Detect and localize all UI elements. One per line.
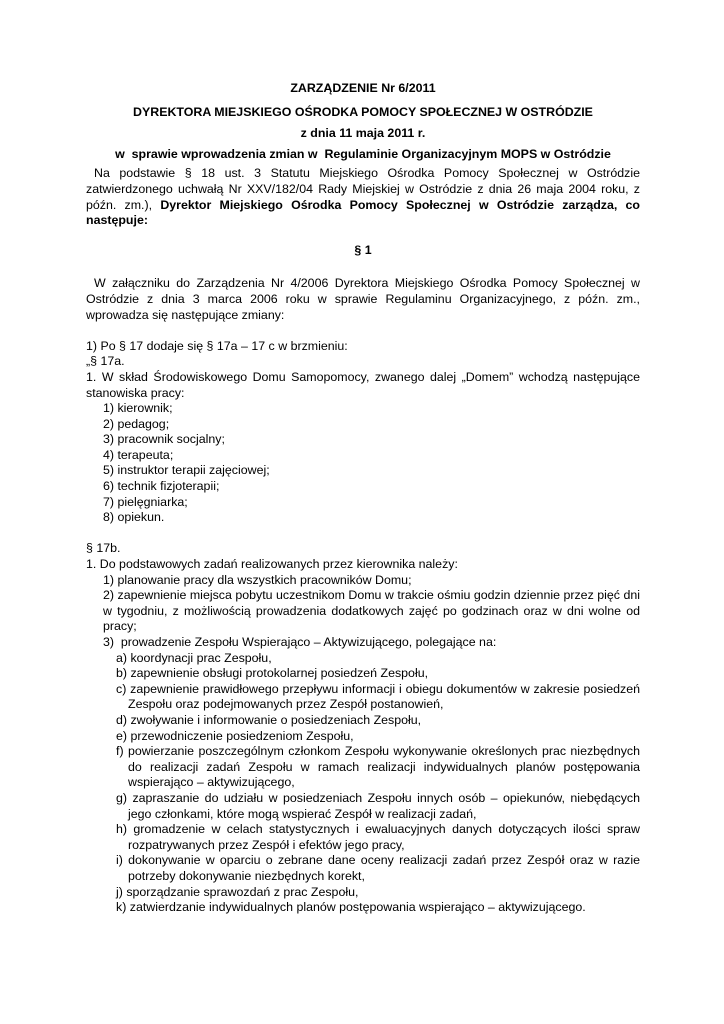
tasks-list [86,573,640,651]
list-item: 1) planowanie pracy dla wszystkich pracowników Domu; [103,572,412,587]
section-heading: § 1 [354,242,372,257]
document-issuer: DYREKTORA MIEJSKIEGO OŚRODKA POMOCY SPOŁECZNEJ W OSTRÓDZIE [133,104,593,119]
document-date: z dnia 11 maja 2011 r. [300,126,426,141]
list-item: g) zapraszanie do udziału w posiedzeniach Zespołu innych osób – opiekunów, niebędących jego członkami, które mogą wspierać Zespół w realizacji zadań, [116,790,640,821]
s17b-label: § 17b. [86,541,121,556]
list-item: 2) zapewnienie miejsca pobytu uczestnikom Domu w trakcie ośmiu godzin dziennie przez pięć dni w tygodniu, z możliwością prowadzenia dodatkowych zajęć po godzinach oraz w dni wolne od pracy; [103,588,640,634]
list-item: a) koordynacji prac Zespołu, [116,650,272,665]
preamble [86,166,640,228]
list-item: e) przewodniczenie posiedzeniom Zespołu, [116,728,354,743]
s17a-point-1: 1. W skład Środowiskowego Domu Samopomocy, zwanego dalej „Domem” wchodzą następujące stanowiska pracy: [86,369,640,400]
list-item: d) zwoływanie i informowanie o posiedzeniach Zespołu, [116,712,422,727]
list-item: 7) pielęgniarka; [103,494,188,509]
section-intro: W załączniku do Zarządzenia Nr 4/2006 Dyrektora Miejskiego Ośrodka Pomocy Społecznej w Ostródzie z dnia 3 marca 2006 roku w sprawie Regulaminu Organizacyjnego, z późn. zm., wprowadza się następujące zmiany: [86,276,640,322]
positions-list [86,401,640,526]
list-item: 1) kierownik; [103,401,173,416]
document-title: ZARZĄDZENIE Nr 6/2011 [290,81,436,95]
list-item: 8) opiekun. [103,510,165,525]
list-item: 3) pracownik socjalny; [103,432,225,447]
list-item: f) powierzanie poszczególnym członkom Zespołu wykonywanie określonych prac niezbędnych do realizacji zadań Zespołu w ramach realizacji indywidualnych planów postępowania wspierająco – aktywizującego, [116,744,640,790]
change-1-line: 1) Po § 17 dodaje się § 17a – 17 c w brzmieniu: [86,338,348,353]
list-item: b) zapewnienie obsługi protokolarnej posiedzeń Zespołu, [116,666,429,681]
s17b-point-1: 1. Do podstawowych zadań realizowanych przez kierownika należy: [86,557,458,572]
list-item: k) zatwierdzanie indywidualnych planów postępowania wspierająco – aktywizującego. [116,900,586,915]
s17a-label: „§ 17a. [86,354,125,369]
preamble-bold: Dyrektor Miejskiego Ośrodka Pomocy Społecznej w Ostródzie zarządza, co następuje: [86,197,640,228]
list-item: 5) instruktor terapii zajęciowej; [103,463,270,478]
subtasks-list [86,651,640,916]
list-item: 6) technik fizjoterapii; [103,479,220,494]
list-item: 4) terapeuta; [103,447,174,462]
list-item: 3) prowadzenie Zespołu Wspierająco – Aktywizującego, polegające na: [103,635,497,649]
list-item: h) gromadzenie w celach statystycznych i ewaluacyjnych danych dotyczących ilości spraw rozpatrywanych przez Zespół i efektów jego pracy, [116,822,640,852]
document-subject: w sprawie wprowadzenia zmian w Regulaminie Organizacyjnym MOPS w Ostródzie [115,146,611,161]
preamble-text: Na podstawie § 18 ust. 3 Statutu Miejskiego Ośrodka Pomocy Społecznej w Ostródzie zatwierdzonego uchwałą Nr XXV/182/04 Rady Miejskiej w Ostródzie z dnia 26 maja 2004 roku, z późn. zm.), [86,166,640,212]
list-item: j) sporządzanie sprawozdań z prac Zespołu, [116,884,359,899]
list-item: c) zapewnienie prawidłowego przepływu informacji i obiegu dokumentów w zakresie posiedzeń Zespołu oraz podejmowanych przez Zespół postanowień, [116,681,640,712]
document-page [86,81,640,916]
list-item: 2) pedagog; [103,416,170,431]
list-item: i) dokonywanie w oparciu o zebrane dane oceny realizacji zadań przez Zespół oraz w razie potrzeby dokonywanie niezbędnych korekt, [116,853,640,883]
